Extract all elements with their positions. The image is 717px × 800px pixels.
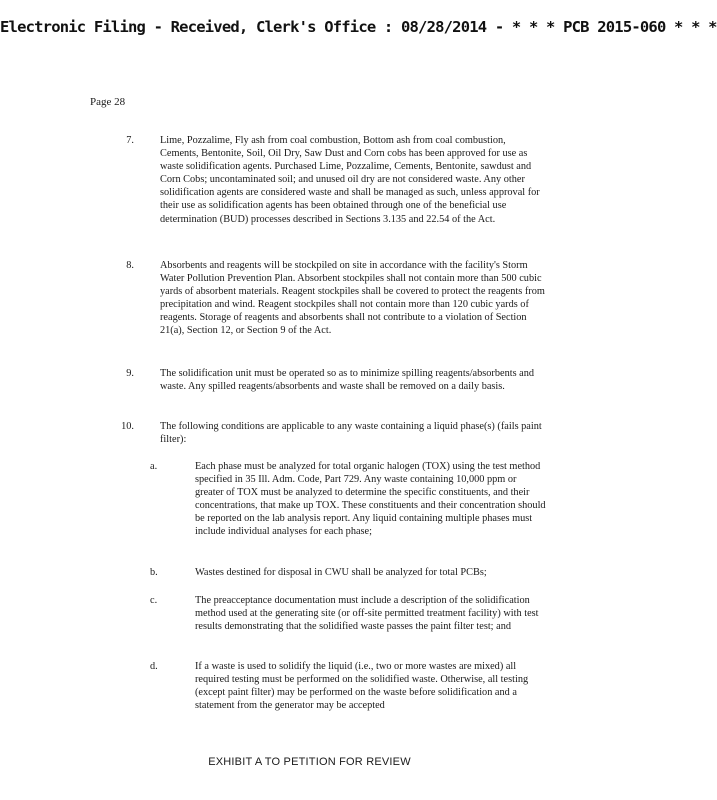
item-text: The following conditions are applicable to any waste containing a liquid phase(s) (fails paint filter): [160,421,542,446]
sub-item-text: If a waste is used to solidify the liquid (i.e., two or more wastes are mixed) all required testing must be performed on the solidified waste. Otherwise, all testing (except paint filter) may be performed on the waste before solidification and a statement from the generator may be accepted [195,661,529,712]
sub-item-text: Wastes destined for disposal in CWU shall be analyzed for total PCBs; [195,567,487,578]
sub-item-text: Each phase must be analyzed for total organic halogen (TOX) using the test method specified in 35 Ill. Adm. Code, Part 729. Any waste containing 10,000 ppm or greater of TOX must be analyzed to determine the specific constituents, and their concentrations, that make up TOX. These constituents and their concentration should be reported on the lab analysis report. Any liquid containing multiple phases must include individual analyses for each phase; [195,461,546,538]
sub-item-letter: a. [150,461,158,472]
sub-item-letter: d. [150,661,158,672]
item-text: Absorbents and reagents will be stockpiled on site in accordance with the facility's Storm Water Pollution Prevention Plan. Absorbent stockpiles shall not contain more than 500 cubic yards of absorbent materials. Reagent stockpiles shall be covered to protect the reagents from precipitation and wind. Reagent stockpiles shall not contain more than 120 cubic yards of reagents. Storage of reagents and absorbents shall not contribute to a violation of Section 21(a), Section 12, or Section 9 of the Act. [160,260,545,337]
page-number: Page 28 [90,96,126,108]
item-number: 10. [121,421,134,432]
item-number: 9. [126,368,134,379]
sub-item-letter: c. [150,595,158,606]
filing-stamp-header: Electronic Filing - Received, Clerk's Office : 08/28/2014 - * * * PCB 2015-060 * * * [0,18,717,36]
item-number: 7. [126,135,134,146]
item-text: The solidification unit must be operated so as to minimize spilling reagents/absorbents and waste. Any spilled reagents/absorbents and waste shall be removed on a daily basis. [160,368,535,393]
sub-item-letter: b. [150,567,158,578]
item-number: 8. [126,260,134,271]
exhibit-footer: EXHIBIT A TO PETITION FOR REVIEW [208,756,411,768]
item-text: Lime, Pozzalime, Fly ash from coal combustion, Bottom ash from coal combustion, Cements, Bentonite, Soil, Oil Dry, Saw Dust and Corn cobs has been approved for use as waste solidification agents. Purchased Lime, Pozzalime, Cements, Bentonite, sawdust and Corn Cobs; uncontaminated soil; and unused oil dry are not considered waste. Any other solidification agents are considered waste and shall be managed as such, unless approval for their use as solidification agents has been obtained through one of the beneficial use determination (BUD) processes described in Sections 3.135 and 22.54 of the Act. [160,135,540,225]
sub-item-text: The preacceptance documentation must include a description of the solidification method used at the generating site (or off-site permitted treatment facility) with test results demonstrating that the solidified waste passes the paint filter test; and [195,595,539,633]
